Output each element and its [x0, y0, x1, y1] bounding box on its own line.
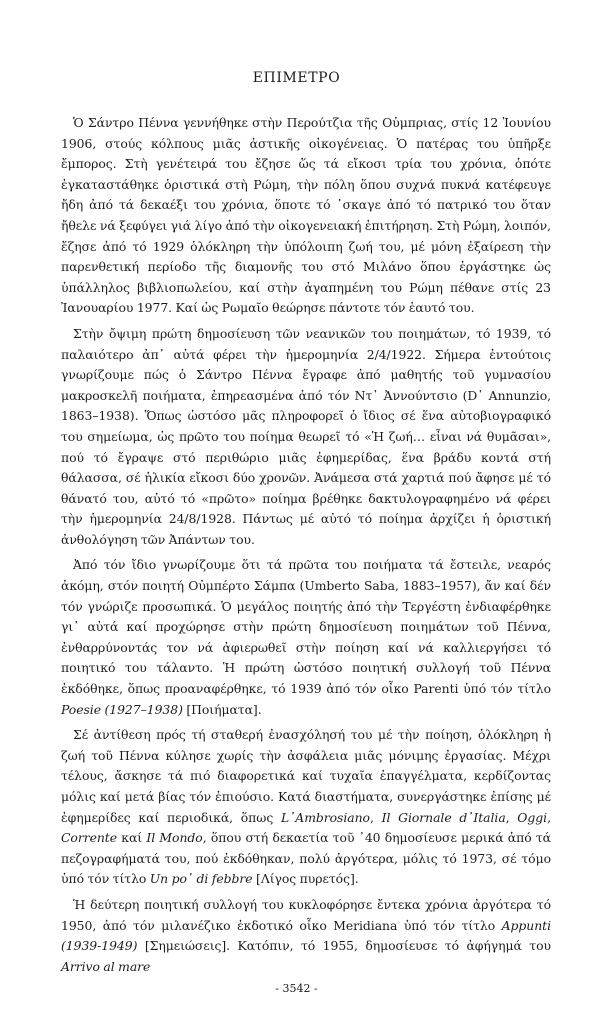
- italic-title: L᾽Ambrosiano: [280, 809, 370, 825]
- italic-title: Corrente: [61, 830, 118, 846]
- text-run: Ἡ δεύτερη ποιητική συλλογή του κυκλοφόρησε ἔντεκα χρόνια ἀργότερα τό 1950, ἀπό τόν μιλανέζικο ἐκδοτικό οἶκο Meridiana ὑπό τόν τίτλο: [61, 896, 551, 933]
- text-run: ,: [369, 809, 382, 825]
- text-run: Ὁ Σάντρο Πέννα γεννήθηκε στὴν Περούτζια τῆς Οὐμπριας, στίς 12 Ἰουνίου 1906, στούς κόλπους μιᾶς ἀστικῆς οἰκογένειας. Ὁ πατέρας του ὑπῆρξε ἔμπορος. Στὴ γενέτειρά του ἔζησε ὥς τά εἴκοσι τρία του χρόνια, ὁπότε ἐγκαταστάθηκε ὁριστικά στὴ Ρώμη, τὴν πόλη ὅπου συχνά πυκνά κατέφευγε ἤδη ἀπό τά δεκαέξι του χρόνια, ὅποτε τό ᾽σκαγε ἀπό τό πατρικό του ὅταν ἤθελε νά ξεφύγει γιά λίγο ἀπό τὴν οἰκογενειακή ἐπιτήρηση. Στὴ Ρώμη, λοιπόν, ἔζησε ἀπό τό 1929 ὁλόκληρη τὴν ὑπόλοιπη ζωή του, μέ μόνη ἐξαίρεση τὴν παρενθετική περίοδο τῆς διαμονῆς του στό Μιλάνο ὅπου ἐργάστηκε ὡς ὑπάλληλος βιβλιοπωλείου, καί στὴν ἀγαπημένη του Ρώμη πέθανε στίς 23 Ἰανουαρίου 1977. Καί ὡς Ρωμαῖο θεώρησε πάντοτε τόν ἑαυτό του.: [61, 115, 551, 316]
- italic-title: Poesie (1927–1938): [61, 701, 183, 717]
- italic-title: Il Mondo: [146, 830, 203, 846]
- text-run: [Σημειώσεις]. Κατόπιν, τό 1955, δημοσίευσε τό ἀφήγημά του: [137, 938, 551, 954]
- paragraph-4: [61, 725, 551, 890]
- text-run: [Ποιήματα].: [182, 701, 262, 717]
- text-run: Στὴν ὄψιμη πρώτη δημοσίευση τῶν νεανικῶν του ποιημάτων, τό 1939, τό παλαιότερο ἀπ᾽ αὐτά φέρει τὴν ἡμερομηνία 2/4/1922. Σήμερα ἐντούτοις γνωρίζουμε πώς ὁ Σάντρο Πέννα ἔγραφε ἀπό μαθητής τοῦ γυμνασίου μακροσκελῆ ποιήματα, ἐπηρεασμένα ἀπό τόν Ντ᾽ Ἀννούντσιο (D᾽ Annunzio, 1863–1938). Ὅπως ὡστόσο μᾶς πληροφορεῖ ὁ ἴδιος σέ ἕνα αὐτοβιογραφικό του σημείωμα, ὡς πρῶτο του ποίημα θεωρεῖ τό «Ἡ ζωή… εἶναι νά θυμᾶσαι», πού τό ἔγραψε στό περιθώριο μιᾶς ἐφημερίδας, ἕνα βράδυ κοντά στή θάλασσα, σέ ἡλικία εἴκοσι δύο χρονῶν. Ἀνάμεσα στά χαρτιά πού ἄφησε μέ τό θάνατό του, αὐτό τό «πρῶτο» ποίημα βρέθηκε δακτυλογραφημένο νά φέρει τὴν ἡμερομηνία 24/8/1928. Πάντως μέ αὐτό τό ποίημα ἀρχίζει ἡ ὁριστική ἀνθολόγηση τῶν Ἀπάντων του.: [61, 325, 551, 547]
- italic-title: Oggi: [517, 809, 548, 825]
- text-run: καί: [117, 830, 147, 846]
- text-run: , ὅπου στή δεκαετία τοῦ ᾽40 δημοσίευσε μερικά ἀπό τά πεζογραφήματά του, πού ἐκδόθηκαν, πολύ ἀργότερα, μόλις τό 1973, σέ τόμο ὑπό τόν τίτλο: [61, 830, 551, 887]
- italic-title: Il Giornale d᾽Italia: [381, 809, 506, 825]
- text-run: ,: [505, 809, 518, 825]
- paragraph-3: [61, 555, 551, 720]
- italic-title: Un po᾽ di febbre: [149, 871, 253, 887]
- italic-title: Arrivo al mare: [61, 958, 151, 974]
- text-body: [61, 113, 551, 977]
- paragraph-1: [61, 113, 551, 319]
- text-run: ,: [547, 809, 551, 825]
- italic-title: Appunti (1939-1949): [61, 917, 551, 954]
- text-run: Σέ ἀντίθεση πρός τή σταθερή ἐνασχόλησή του μέ τὴν ποίηση, ὁλόκληρη ἡ ζωή τοῦ Πέννα κύλησε χωρίς τὴν ἀσφάλεια μιᾶς μόνιμης ἐργασίας. Μέχρι τέλους, ἄσκησε τά πιό διαφορετικά καί τυχαῖα ἐπαγγέλματα, κερδίζοντας μόλις καί μετά βίας τόν ἐπιούσιο. Κατά διαστήματα, συνεργάστηκε ἐπίσης μέ ἐφημερίδες καί περιοδικά, ὅπως: [61, 727, 551, 825]
- paragraph-5: [61, 895, 551, 977]
- text-run: [Λίγος πυρετός].: [252, 871, 359, 887]
- text-run: Ἀπό τόν ἴδιο γνωρίζουμε ὅτι τά πρῶτα του ποιήματα τά ἔστειλε, νεαρός ἀκόμη, στόν ποιητή Οὐμπέρτο Σάμπα (Umberto Saba, 1883–1957), ἄν καί δέν τόν γνώριζε προσωπικά. Ὁ μεγάλος ποιητής ἀπό τὴν Τεργέστη ἐνδιαφέρθηκε γι᾽ αὐτά καί προχώρησε στὴν πρώτη δημοσίευση ποιημάτων τοῦ Πέννα, ἐνθαρρύνοντάς τον νά ἀφιερωθεῖ στὴν ποίηση καί νά καλλιεργήσει τό ποιητικό του τάλαντο. Ἡ πρώτη ὡστόσο ποιητική συλλογή τοῦ Πέννα ἐκδόθηκε, ὅπως προαναφέρθηκε, τό 1939 ἀπό τόν οἶκο Parenti ὑπό τόν τίτλο: [61, 557, 551, 697]
- section-title: ΕΠΙΜΕΤΡΟ: [252, 70, 341, 86]
- page-number: - 3542 -: [275, 982, 318, 995]
- paragraph-2: [61, 324, 551, 551]
